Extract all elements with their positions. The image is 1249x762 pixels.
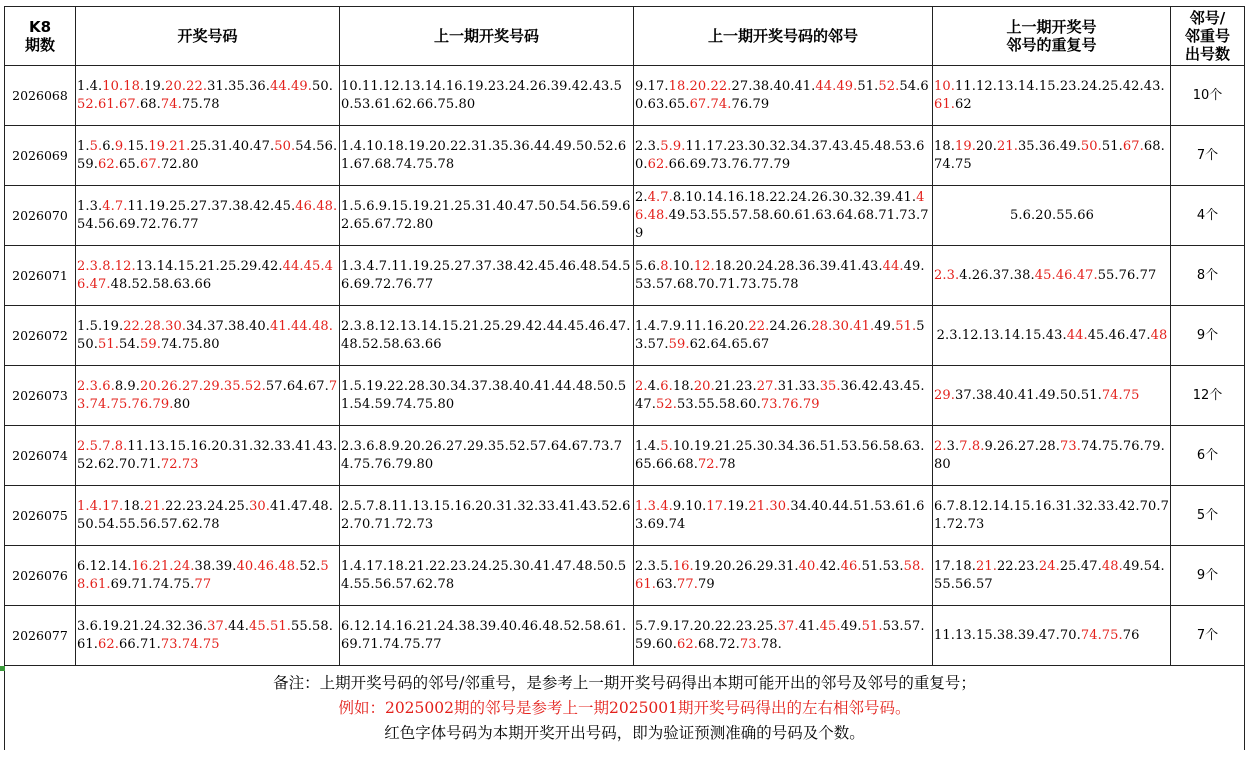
draw-numbers-cell xyxy=(76,186,340,246)
hit-number: 9. xyxy=(114,138,128,154)
number: 69.71.74.75. xyxy=(110,576,195,592)
hit-number: 18.20.22. xyxy=(668,78,732,94)
repeat-numbers-cell xyxy=(933,66,1171,126)
hit-number: 4.7. xyxy=(647,189,673,205)
hit-number: 67. xyxy=(1122,138,1144,154)
draw-numbers-cell xyxy=(76,66,340,126)
neighbor-numbers-cell xyxy=(634,546,933,606)
draw-numbers-cell xyxy=(76,306,340,366)
number: 41.47.48.50.54.55.56.57.62.78 xyxy=(77,498,333,532)
repeat-numbers-cell xyxy=(933,486,1171,546)
hit-number: 10. xyxy=(934,78,955,94)
hit-number: 52. xyxy=(655,396,677,412)
number: 55.58.61. xyxy=(77,618,333,652)
hit-number: 62. xyxy=(97,156,119,172)
number: 6.7.8.12.14.15.16.31.32.33.42.70.71.72.73 xyxy=(934,498,1169,532)
hit-number: 77. xyxy=(676,576,698,592)
hit-number: 50. xyxy=(274,138,296,154)
hit-number: 46.48. xyxy=(635,189,925,223)
draw-numbers-cell xyxy=(76,546,340,606)
hit-number: 62. xyxy=(647,156,669,172)
number: 25.47. xyxy=(1059,558,1102,574)
table-row xyxy=(5,366,1245,426)
repeat-numbers-cell xyxy=(933,426,1171,486)
number: 22.23.24.25. xyxy=(165,498,250,514)
table-row xyxy=(5,426,1245,486)
neighbor-numbers-cell xyxy=(634,246,933,306)
table-row xyxy=(5,306,1245,366)
hit-number: 44. xyxy=(1066,327,1088,343)
hit-number: 51. xyxy=(895,318,917,334)
number: 6.12.14. xyxy=(77,558,132,574)
hit-number: 73.74.75 xyxy=(160,636,220,652)
table-row xyxy=(5,486,1245,546)
number: 11.19.25.27.37.38.42.45. xyxy=(127,198,296,214)
prev-numbers-cell: 2.3.8.12.13.14.15.21.25.29.42.44.45.46.47.48.52.58.63.66 xyxy=(340,306,634,366)
hit-number: 45. xyxy=(819,618,841,634)
number: 19.20.26.29.31. xyxy=(693,558,799,574)
number: 68.72. xyxy=(697,636,740,652)
number: 63. xyxy=(655,576,677,592)
hit-number: 27. xyxy=(756,378,778,394)
number: 8.9. xyxy=(114,378,141,394)
hit-number: 74. xyxy=(160,96,182,112)
neighbor-numbers-cell xyxy=(634,126,933,186)
neighbor-numbers-cell xyxy=(634,366,933,426)
number: 4. xyxy=(647,378,661,394)
number: 19. xyxy=(144,78,166,94)
prev-numbers-cell: 1.3.4.7.11.19.25.27.37.38.42.45.46.48.54.56.69.72.76.77 xyxy=(340,246,634,306)
hit-number: 28.30.41. xyxy=(811,318,875,334)
hit-number: 61. xyxy=(934,96,955,112)
hit-number: 59. xyxy=(668,336,690,352)
number: 1.3. xyxy=(77,198,103,214)
number: 11.13.15.16.20.31.32.33.41.43.52.62.70.71. xyxy=(77,438,338,472)
number: 52. xyxy=(299,558,321,574)
number: 1.4. xyxy=(635,438,661,454)
number: 68. xyxy=(139,96,161,112)
number: 5.7.9.17.20.22.23.25. xyxy=(635,618,778,634)
hit-number: 7.8. xyxy=(959,438,985,454)
number: 76.79 xyxy=(731,96,770,112)
hit-number: 17. xyxy=(706,498,728,514)
header-prev: 上一期开奖号码 xyxy=(340,7,634,66)
number: 4.26.37.38. xyxy=(959,267,1035,283)
hit-number: 44. xyxy=(882,258,904,274)
number: 9.26.27.28. xyxy=(984,438,1060,454)
number: 18. xyxy=(123,498,145,514)
hit-number: 44.45.46.47. xyxy=(77,258,333,292)
hit-number: 72. xyxy=(697,456,719,472)
number: 65. xyxy=(118,156,140,172)
period-cell: 2026073 xyxy=(5,366,76,426)
number: 18. xyxy=(672,378,694,394)
hit-number: 50. xyxy=(1080,138,1102,154)
hit-number: 77 xyxy=(194,576,212,592)
number: 1. xyxy=(77,138,90,154)
hit-number: 74.75 xyxy=(1101,387,1140,403)
table-row xyxy=(5,546,1245,606)
header-neighbors: 上一期开奖号码的邻号 xyxy=(634,7,933,66)
number: 49.53.57.68.70.71.73.75.78 xyxy=(635,258,925,292)
hit-count-cell: 9个 xyxy=(1171,306,1245,366)
draw-numbers-cell xyxy=(76,486,340,546)
hit-number: 37. xyxy=(207,618,229,634)
period-cell: 2026068 xyxy=(5,66,76,126)
number: 18. xyxy=(934,138,955,154)
number: 49. xyxy=(874,318,896,334)
hit-number: 22. xyxy=(748,318,770,334)
number: 3. xyxy=(946,438,960,454)
number: 72.80 xyxy=(160,156,199,172)
number: 53.55.58.60. xyxy=(676,396,761,412)
period-cell: 2026069 xyxy=(5,126,76,186)
table-row xyxy=(5,246,1245,306)
prev-numbers-cell: 1.4.17.18.21.22.23.24.25.30.41.47.48.50.54.55.56.57.62.78 xyxy=(340,546,634,606)
hit-number: 27.29.35.52. xyxy=(181,378,266,394)
number: 41. xyxy=(798,618,820,634)
number: 20. xyxy=(975,138,997,154)
draw-numbers-cell xyxy=(76,126,340,186)
hit-number: 5. xyxy=(89,138,103,154)
number: 2. xyxy=(635,189,648,205)
number: 66.71. xyxy=(118,636,161,652)
number: 66.69.73.76.77.79 xyxy=(668,156,791,172)
hit-count-cell: 8个 xyxy=(1171,246,1245,306)
hit-number: 58.61. xyxy=(77,558,329,592)
lottery-table xyxy=(4,6,1245,750)
prev-numbers-cell: 2.5.7.8.11.13.15.16.20.31.32.33.41.43.52.62.70.71.72.73 xyxy=(340,486,634,546)
number: 34.40.44.51.53.61.63.69.74 xyxy=(635,498,925,532)
neighbor-numbers-cell xyxy=(634,606,933,666)
hit-number: 20. xyxy=(693,378,715,394)
hit-number: 2.3. xyxy=(934,267,960,283)
hit-number: 2.3.6. xyxy=(77,378,115,394)
number: 2.3. xyxy=(635,138,661,154)
number: 51.53. xyxy=(861,558,904,574)
hit-number: 6. xyxy=(660,378,673,394)
table-body xyxy=(5,66,1245,666)
period-cell: 2026071 xyxy=(5,246,76,306)
number: 55.76.77 xyxy=(1097,267,1157,283)
hit-count-cell: 5个 xyxy=(1171,486,1245,546)
hit-count-cell: 4个 xyxy=(1171,186,1245,246)
hit-number: 73.76.79 xyxy=(760,396,820,412)
hit-count-cell: 12个 xyxy=(1171,366,1245,426)
table-row xyxy=(5,186,1245,246)
notes-cell xyxy=(5,666,1245,751)
period-cell: 2026072 xyxy=(5,306,76,366)
number: 75.78 xyxy=(181,96,220,112)
number: 34.37.38.40. xyxy=(186,318,271,334)
hit-number: 51. xyxy=(97,336,119,352)
period-cell: 2026074 xyxy=(5,426,76,486)
hit-count-cell: 9个 xyxy=(1171,546,1245,606)
hit-number: 19. xyxy=(954,138,976,154)
hit-number: 73. xyxy=(1059,438,1081,454)
neighbor-numbers-cell xyxy=(634,306,933,366)
hit-number: 46. xyxy=(840,558,862,574)
number: 35.36.49. xyxy=(1017,138,1081,154)
number: 44. xyxy=(228,618,250,634)
repeat-numbers-cell xyxy=(933,186,1171,246)
neighbor-numbers-cell xyxy=(634,66,933,126)
number: 49. xyxy=(840,618,862,634)
header-repeat: 上一期开奖号 邻号的重复号 xyxy=(933,7,1171,66)
number: 21.23. xyxy=(714,378,757,394)
number: 3.6.19.21.24.32.36. xyxy=(77,618,208,634)
hit-number: 20.22. xyxy=(165,78,208,94)
hit-number: 16. xyxy=(672,558,694,574)
number: 49.53.55.57.58.60.61.63.64.68.71.73.79 xyxy=(635,207,929,241)
number: 54.60.63.65. xyxy=(635,78,929,112)
period-cell: 2026076 xyxy=(5,546,76,606)
number: 10. xyxy=(672,258,694,274)
hit-number: 59. xyxy=(139,336,161,352)
draw-numbers-cell xyxy=(76,246,340,306)
hit-number: 48. xyxy=(1101,558,1123,574)
header-period: K8 期数 xyxy=(5,7,76,66)
hit-number: 67.74. xyxy=(689,96,732,112)
hit-number: 5. xyxy=(660,438,673,454)
number: 62.64.65.67 xyxy=(689,336,770,352)
number: 31.33. xyxy=(777,378,820,394)
number: 9.17. xyxy=(635,78,669,94)
neighbor-numbers-cell xyxy=(634,426,933,486)
number: 9.10. xyxy=(672,498,707,514)
hit-number: 5.9. xyxy=(660,138,686,154)
number: 11.13.15.38.39.47.70. xyxy=(934,627,1081,643)
number: 1.4. xyxy=(77,78,103,94)
repeat-numbers-cell xyxy=(933,606,1171,666)
number: 54.56.59. xyxy=(77,138,338,172)
hit-number: 20.26. xyxy=(140,378,182,394)
number: 74.75.76.79.80 xyxy=(934,438,1165,472)
table-row xyxy=(5,126,1245,186)
repeat-numbers-cell xyxy=(933,126,1171,186)
hit-number: 44.49. xyxy=(815,78,858,94)
number: 15. xyxy=(127,138,149,154)
draw-numbers-cell xyxy=(76,366,340,426)
hit-number: 12. xyxy=(693,258,715,274)
prev-numbers-cell: 1.5.6.9.15.19.21.25.31.40.47.50.54.56.59.62.65.67.72.80 xyxy=(340,186,634,246)
number: 80 xyxy=(173,396,191,412)
repeat-numbers-cell xyxy=(933,366,1171,426)
hit-number: 40. xyxy=(798,558,820,574)
draw-numbers-cell xyxy=(76,606,340,666)
number: 53.57. xyxy=(635,318,925,352)
hit-number: 52. xyxy=(878,78,900,94)
hit-number: 22.28.30. xyxy=(123,318,187,334)
number: 76 xyxy=(1122,627,1140,643)
hit-count-cell: 6个 xyxy=(1171,426,1245,486)
number: 50. xyxy=(312,78,333,94)
neighbor-numbers-cell xyxy=(634,186,933,246)
hit-count-cell: 7个 xyxy=(1171,126,1245,186)
hit-number: 16.21.24. xyxy=(131,558,195,574)
hit-number: 35. xyxy=(819,378,841,394)
hit-number: 74.75. xyxy=(1080,627,1123,643)
hit-number: 62. xyxy=(97,636,119,652)
number: 78 xyxy=(718,456,736,472)
note-line-2: 例如：2025002期的邻号是参考上一期2025001期开奖号码得出的左右相邻号码。 xyxy=(338,698,911,717)
number: 5.6. xyxy=(635,258,661,274)
hit-number: 19.21. xyxy=(148,138,191,154)
hit-number: 30. xyxy=(249,498,271,514)
draw-numbers-cell xyxy=(76,426,340,486)
number: 36.42.43.45.47. xyxy=(635,378,925,412)
hit-number: 52.61.67. xyxy=(77,96,140,112)
number: 11.12.13.14.15.23.24.25.42.43. xyxy=(954,78,1165,94)
hit-number: 72.73 xyxy=(160,456,199,472)
number: 74.75.80 xyxy=(160,336,220,352)
hit-number: 44.49. xyxy=(270,78,312,94)
hit-number: 40.46.48. xyxy=(236,558,300,574)
number: 50. xyxy=(77,336,98,352)
hit-number: 21. xyxy=(144,498,166,514)
period-cell: 2026075 xyxy=(5,486,76,546)
number: 68.74.75 xyxy=(934,138,1165,172)
hit-number: 21. xyxy=(996,138,1018,154)
hit-number: 21. xyxy=(975,558,997,574)
number: 42. xyxy=(819,558,841,574)
prev-numbers-cell: 1.5.19.22.28.30.34.37.38.40.41.44.48.50.51.54.59.74.75.80 xyxy=(340,366,634,426)
hit-number: 37. xyxy=(777,618,799,634)
number: 37.38.40.41.49.50.51. xyxy=(954,387,1102,403)
hit-number: 58.61. xyxy=(635,558,925,592)
cell-marker xyxy=(0,666,5,671)
number: 54.56.69.72.76.77 xyxy=(77,216,199,232)
number: 25.31.40.47. xyxy=(190,138,275,154)
hit-number: 4.7. xyxy=(102,198,128,214)
number: 51. xyxy=(857,78,879,94)
hit-number: 67. xyxy=(139,156,161,172)
hit-count-cell: 7个 xyxy=(1171,606,1245,666)
hit-number: 8. xyxy=(660,258,673,274)
hit-number: 24. xyxy=(1038,558,1060,574)
header-count: 邻号/ 邻重号 出号数 xyxy=(1171,7,1245,66)
table-row xyxy=(5,606,1245,666)
hit-number: 2.5.7.8. xyxy=(77,438,128,454)
number: 13.14.15.21.25.29.42. xyxy=(135,258,283,274)
number: 2.3.5. xyxy=(635,558,673,574)
number: 45.46.47. xyxy=(1087,327,1151,343)
hit-number: 1.4.17. xyxy=(77,498,124,514)
hit-number: 2. xyxy=(635,378,648,394)
prev-numbers-cell: 6.12.14.16.21.24.38.39.40.46.48.52.58.61.69.71.74.75.77 xyxy=(340,606,634,666)
hit-number: 45.51. xyxy=(249,618,291,634)
repeat-numbers-cell xyxy=(933,546,1171,606)
number: 57.64.67. xyxy=(265,378,329,394)
number: 6. xyxy=(102,138,115,154)
number: 17.18. xyxy=(934,558,976,574)
hit-number: 1.3.4. xyxy=(635,498,673,514)
number: 54. xyxy=(118,336,140,352)
number: 53.57.59.60. xyxy=(635,618,925,652)
prev-numbers-cell: 10.11.12.13.14.16.19.23.24.26.39.42.43.50.53.61.62.66.75.80 xyxy=(340,66,634,126)
number: 62 xyxy=(954,96,972,112)
notes-row xyxy=(5,666,1245,751)
hit-number: 73.74.75.76.79. xyxy=(77,378,338,412)
header-draw: 开奖号码 xyxy=(76,7,340,66)
number: 2.3.12.13.14.15.43. xyxy=(936,327,1067,343)
number: 78. xyxy=(760,636,782,652)
note-line-1: 备注：上期开奖号码的邻号/邻重号，是参考上一期开奖号码得出本期可能开出的邻号及邻号的重复号； xyxy=(273,673,976,692)
number: 1.4.7.9.11.16.20. xyxy=(635,318,749,334)
number: 48.52.58.63.66 xyxy=(110,276,212,292)
prev-numbers-cell: 1.4.10.18.19.20.22.31.35.36.44.49.50.52.61.67.68.74.75.78 xyxy=(340,126,634,186)
hit-number: 51. xyxy=(861,618,883,634)
number: 27.38.40.41. xyxy=(731,78,816,94)
number: 51. xyxy=(1101,138,1123,154)
hit-number: 2. xyxy=(934,438,947,454)
number: 1.5.19. xyxy=(77,318,124,334)
hit-count-cell: 10个 xyxy=(1171,66,1245,126)
number: 18.20.24.28.36.39.41.43. xyxy=(714,258,883,274)
hit-number: 21.30. xyxy=(748,498,791,514)
hit-number: 62. xyxy=(676,636,698,652)
number: 10.19.21.25.30.34.36.51.53.56.58.63.65.66.68. xyxy=(635,438,925,472)
hit-number: 48 xyxy=(1150,327,1168,343)
prev-numbers-cell: 2.3.6.8.9.20.26.27.29.35.52.57.64.67.73.74.75.76.79.80 xyxy=(340,426,634,486)
header-row xyxy=(5,7,1245,66)
number: 38.39. xyxy=(194,558,237,574)
note-line-3: 红色字体号码为本期开奖开出号码，即为验证预测准确的号码及个数。 xyxy=(384,723,865,742)
number: 5.6.20.55.66 xyxy=(1010,207,1094,223)
number: 24.26. xyxy=(769,318,812,334)
period-cell: 2026070 xyxy=(5,186,76,246)
repeat-numbers-cell xyxy=(933,306,1171,366)
hit-number: 45.46.47. xyxy=(1034,267,1098,283)
hit-number: 10.18. xyxy=(102,78,145,94)
table-row xyxy=(5,66,1245,126)
repeat-numbers-cell xyxy=(933,246,1171,306)
hit-number: 29. xyxy=(934,387,955,403)
number: 22.23. xyxy=(996,558,1039,574)
number: 11.17.23.30.32.34.37.43.45.48.53.60. xyxy=(635,138,925,172)
period-cell: 2026077 xyxy=(5,606,76,666)
number: 79 xyxy=(697,576,715,592)
hit-number: 46.48. xyxy=(295,198,338,214)
hit-number: 2.3.8.12. xyxy=(77,258,136,274)
number: 49.54.55.56.57 xyxy=(934,558,1165,592)
hit-number: 73. xyxy=(739,636,761,652)
number: 8.10.14.16.18.22.24.26.30.32.39.41. xyxy=(672,189,917,205)
hit-number: 41.44.48. xyxy=(270,318,333,334)
neighbor-numbers-cell xyxy=(634,486,933,546)
number: 31.35.36. xyxy=(207,78,271,94)
number: 19. xyxy=(727,498,749,514)
